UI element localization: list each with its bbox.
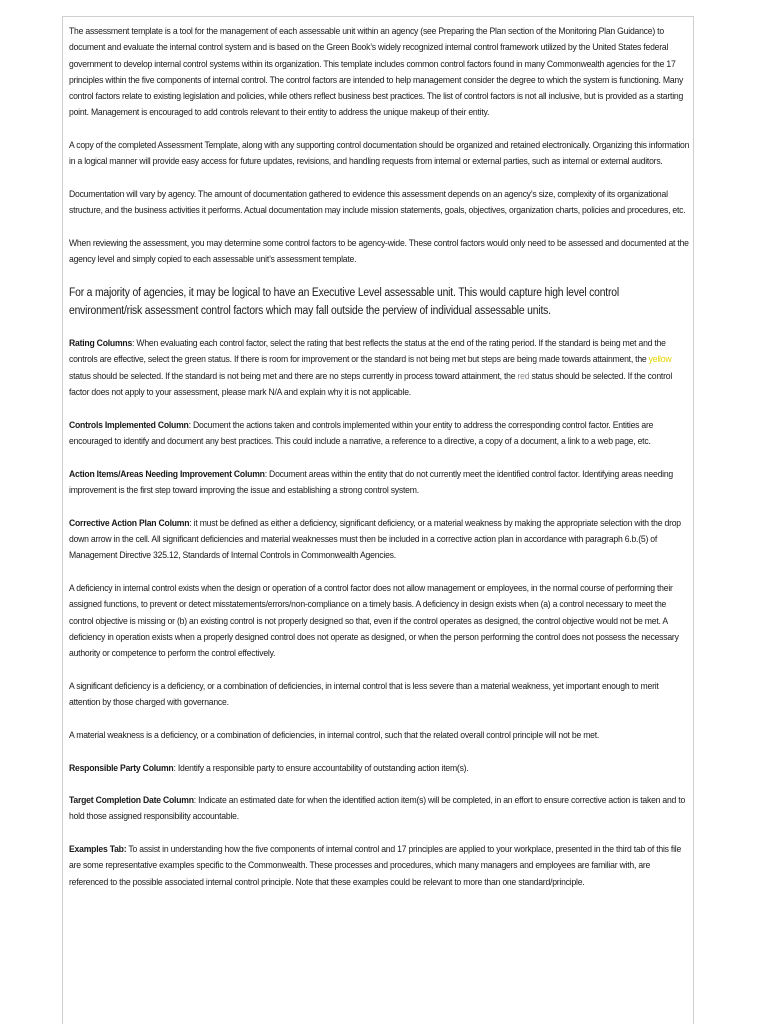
documentation-paragraph: Documentation will vary by agency. The amount of documentation gathered to evidence this assessment depends on an agency’s size, complexity of its organizational structure, and the business activities it performs. Actual documentation may include mission statements, goals, objectives, organization charts, policies and procedures, etc. bbox=[69, 189, 686, 217]
rating-text-2: status. If there is room for improvement or the standard is not being met but steps are being made towards attainment, the bbox=[205, 354, 649, 366]
responsible-party-text: : Identify a responsible party to ensure accountability of outstanding action item(s). bbox=[173, 762, 469, 774]
rating-columns-paragraph bbox=[69, 336, 690, 401]
executive-level-paragraph: For a majority of agencies, it may be logical to have an Executive Level assessable unit. This would capture high level control environment/risk assessment control factors which may fall outside the perview of individual assessable units. bbox=[69, 287, 619, 317]
target-date-text: : Indicate an estimated date for when the identified action item(s) will be completed, in an effort to ensure corrective action is taken and to hold those assigned responsibility accountable. bbox=[69, 795, 686, 823]
action-items-text: : Document areas within the entity that do not currently meet the identified control factor. Identifying areas needing improvement is the first step toward improving the issue and establishing a strong control system. bbox=[69, 468, 674, 496]
controls-implemented-paragraph bbox=[69, 418, 690, 451]
controls-implemented-label: Controls Implemented Column bbox=[69, 419, 189, 431]
rating-red-word: red bbox=[517, 370, 530, 382]
responsible-party-label: Responsible Party Column bbox=[69, 762, 174, 774]
significant-deficiency-paragraph: A significant deficiency is a deficiency, or a combination of deficiencies, in internal control that is less severe than a material weakness, yet important enough to merit attention by those charged with governance. bbox=[69, 680, 659, 709]
corrective-action-text: : it must be defined as either a deficiency, significant deficiency, or a material weakness by making the appropriate selection with the drop down arrow in the cell. All significant deficiencies and material weaknesses must then be included in a corrective action plan in accordance with paragraph 6.b.(5) of Management Directive 325.12, Standards of Internal Controls in Commonwealth Agencies. bbox=[69, 517, 681, 562]
agency-wide-paragraph: When reviewing the assessment, you may determine some control factors to be agency-wide. These control factors would only need to be assessed and documented at the agency level and simply copied to each assessable unit’s assessment template. bbox=[69, 238, 689, 266]
copy-paragraph: A copy of the completed Assessment Template, along with any supporting control documentation should be organized and retained electronically. Organizing this information in a logical manner will provide easy access for future updates, revisions, and handling requests from internal or external parties, such as internal or external auditors. bbox=[69, 140, 690, 168]
examples-tab-paragraph bbox=[69, 842, 690, 891]
intro-paragraph: The assessment template is a tool for the management of each assessable unit within an agency (see Preparing the Plan section of the Monitoring Plan Guidance) to document and evaluate the internal control system and is based on the Green Book’s widely recognized internal control framework utilized by the United States federal government to develop internal control systems within its organization. This template includes common control factors found in many Commonwealth agencies for the 17 principles within the five components of internal control. The control factors are intended to help management consider the degree to which the system is functioning. Many control factors relate to existing legislation and policies, while others reflect business best practices. The list of control factors is not all inclusive, but is provided as a starting point. Management is encouraged to add controls relevant to their entity to address the unique makeup of their entity. bbox=[69, 26, 684, 119]
rating-text-1: : When evaluating each control factor, select the rating that best reflects the status at the end of the rating period. If the standard is being met and the controls are effective, select the bbox=[69, 338, 666, 366]
rating-green-word: green bbox=[184, 354, 206, 366]
target-date-label: Target Completion Date Column bbox=[69, 795, 194, 807]
controls-implemented-text: : Document the actions taken and controls implemented within your entity to address the corresponding control factor. Entities are encouraged to identify and document any best practices. This could include a narrative, a reference to a directive, a copy of a document, a link to a web page, etc. bbox=[69, 419, 654, 447]
rating-columns-label: Rating Columns bbox=[69, 338, 133, 350]
examples-tab-text: To assist in understanding how the five components of internal control and 17 principles are applied to your workplace, presented in the third tab of this file are some representative examples specific to the Commonwealth. These processes and procedures, which many managers and employees are familiar with, are referenced to the possible associated internal control principle. Note that these examples could be relevant to more than one standard/principle. bbox=[69, 844, 682, 888]
deficiency-paragraph: A deficiency in internal control exists when the design or operation of a control factor does not allow management or employees, in the normal course of performing their assigned functions, to prevent or detect misstatements/errors/non-compliance on a timely basis. A deficiency in design exists when (a) a control necessary to meet the control objective is missing or (b) an existing control is not properly designed so that, even if the control operates as designed, the control objective would not be met. A deficiency in operation exists when a properly designed control does not operate as designed, or when the person performing the control does not possess the necessary authority or competence to perform the control effectively. bbox=[69, 582, 679, 660]
corrective-action-label: Corrective Action Plan Column bbox=[69, 517, 190, 529]
document-content bbox=[69, 24, 690, 891]
document-page bbox=[62, 16, 694, 1024]
action-items-label: Action Items/Areas Needing Improvement Column bbox=[69, 468, 265, 480]
material-weakness-paragraph: A material weakness is a deficiency, or a combination of deficiencies, in internal control, such that the related overall control principle will not be met. bbox=[69, 729, 600, 741]
target-date-paragraph bbox=[69, 793, 690, 826]
corrective-action-paragraph bbox=[69, 516, 690, 565]
rating-text-3: status should be selected. If the standard is not being met and there are no steps currently in process toward attainment, the bbox=[69, 370, 518, 382]
action-items-paragraph bbox=[69, 467, 690, 500]
responsible-party-paragraph bbox=[69, 761, 690, 777]
rating-text-4: status should be selected. If the control factor does not apply to your assessment, please mark N/A and explain why it is not applicable. bbox=[69, 370, 673, 399]
rating-yellow-word: yellow bbox=[648, 354, 672, 366]
examples-tab-label: Examples Tab: bbox=[69, 844, 127, 856]
